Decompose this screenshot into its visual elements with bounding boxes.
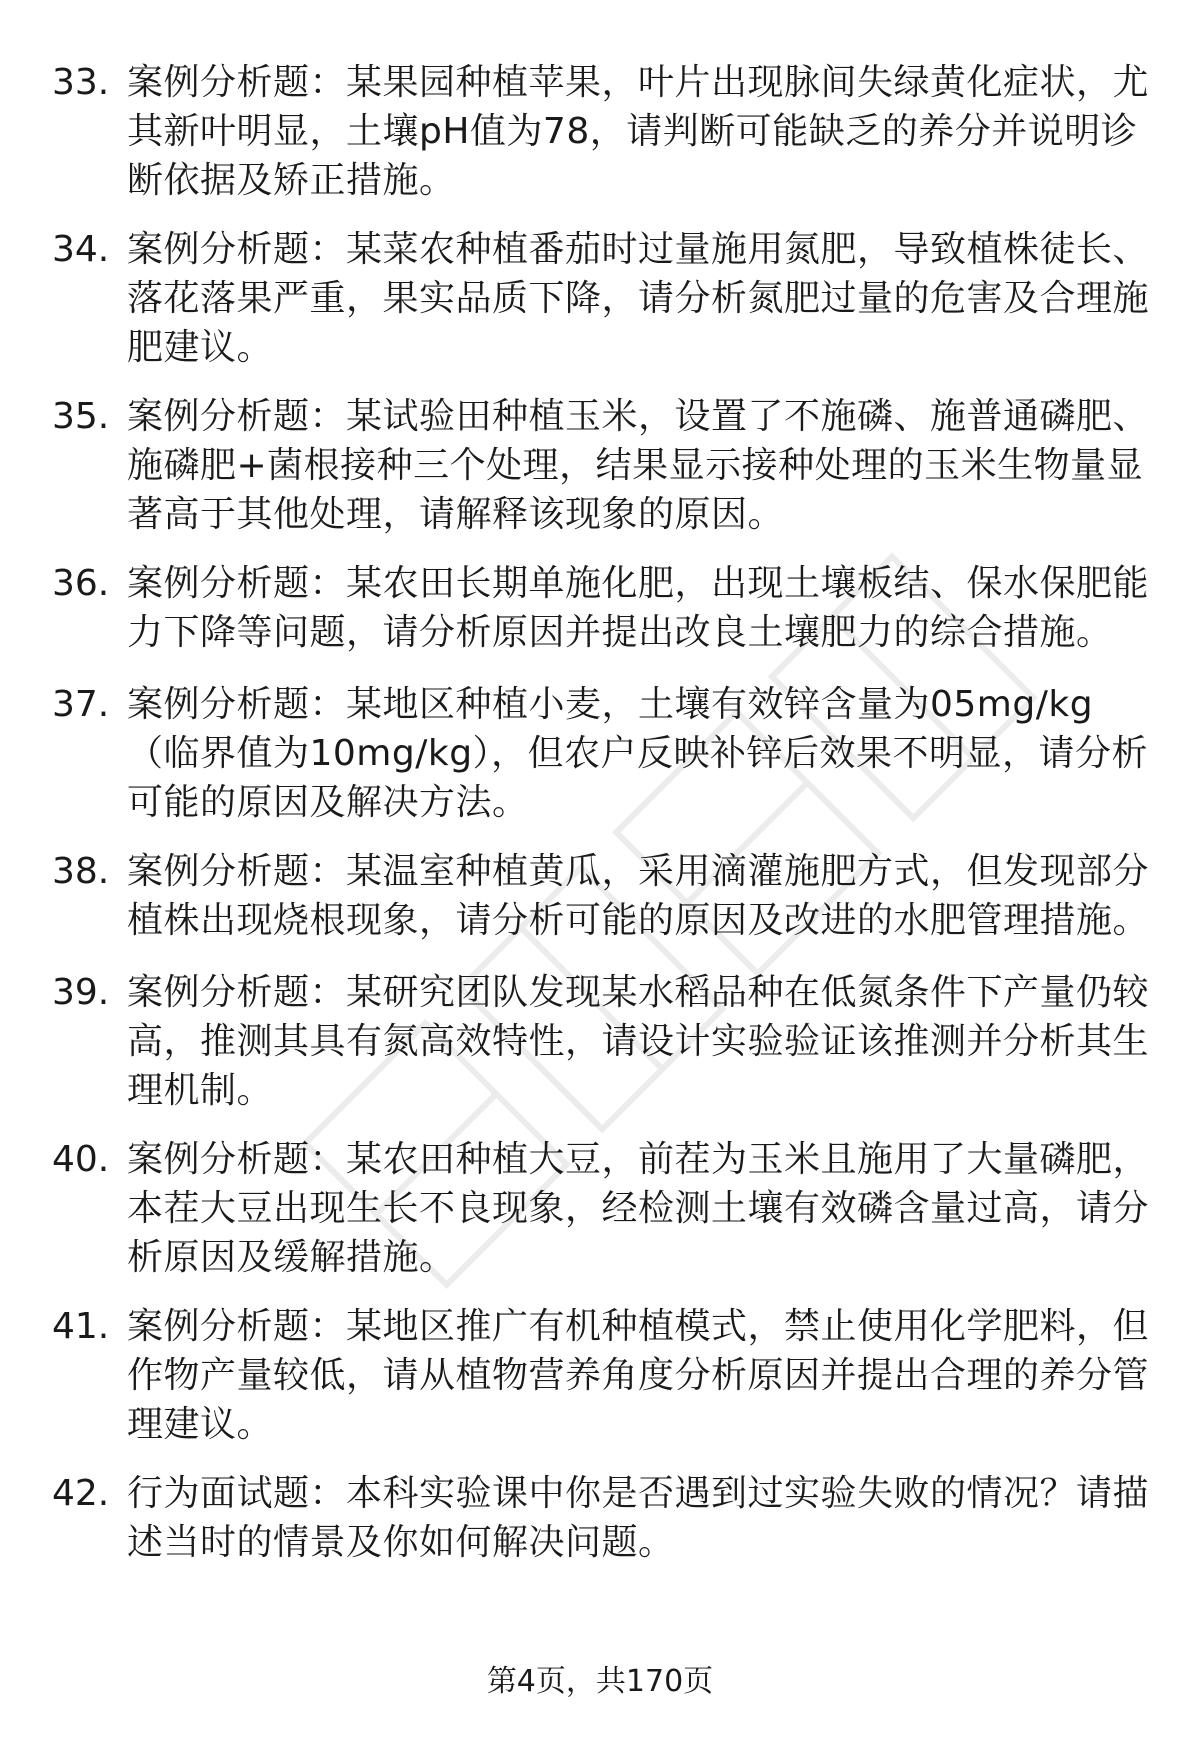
question-text: 案例分析题：某果园种植苹果，叶片出现脉间失绿黄化症状，尤其新叶明显，土壤pH值为78，请判断可能缺乏的养分并说明诊断依据及矫正措施。 [127,62,1150,201]
question-text: 案例分析题：某菜农种植番茄时过量施用氮肥，导致植株徒长、落花落果严重，果实品质下降，请分析氮肥过量的危害及合理施肥建议。 [127,229,1150,368]
question-number: 39. [52,972,110,1013]
question-number: 35. [52,396,110,437]
question-text: 行为面试题：本科实验课中你是否遇到过实验失败的情况？请描述当时的情景及你如何解决问题。 [127,1473,1150,1563]
question-number: 33. [52,62,110,103]
question-text: 案例分析题：某地区种植小麦，土壤有效锌含量为05mg/kg（临界值为10mg/kg），但农户反映补锌后效果不明显，请分析可能的原因及解决方法。 [127,684,1149,823]
question-number: 38. [52,851,110,892]
question-number: 41. [52,1306,110,1347]
question-number: 36. [52,563,110,604]
question-number: 42. [52,1473,110,1514]
page-footer: 第4页，共170页 [486,1664,714,1699]
question-text: 案例分析题：某研究团队发现某水稻品种在低氮条件下产量仍较高，推测其具有氮高效特性，请设计实验验证该推测并分析其生理机制。 [127,972,1150,1111]
question-number: 37. [52,684,110,725]
question-text: 案例分析题：某地区推广有机种植模式，禁止使用化学肥料，但作物产量较低，请从植物营养角度分析原因并提出合理的养分管理建议。 [127,1306,1150,1445]
question-text: 案例分析题：某温室种植黄瓜，采用滴灌施肥方式，但发现部分植株出现烧根现象，请分析可能的原因及改进的水肥管理措施。 [127,851,1150,941]
question-text: 案例分析题：某农田长期单施化肥，出现土壤板结、保水保肥能力下降等问题，请分析原因并提出改良土壤肥力的综合措施。 [127,563,1150,653]
question-number: 34. [52,229,110,270]
question-number: 40. [52,1139,110,1180]
question-text: 案例分析题：某试验田种植玉米，设置了不施磷、施普通磷肥、施磷肥+菌根接种三个处理，结果显示接种处理的玉米生物量显著高于其他处理，请解释该现象的原因。 [127,396,1150,535]
question-text: 案例分析题：某农田种植大豆，前茬为玉米且施用了大量磷肥，本茬大豆出现生长不良现象，经检测土壤有效磷含量过高，请分析原因及缓解措施。 [127,1139,1150,1278]
